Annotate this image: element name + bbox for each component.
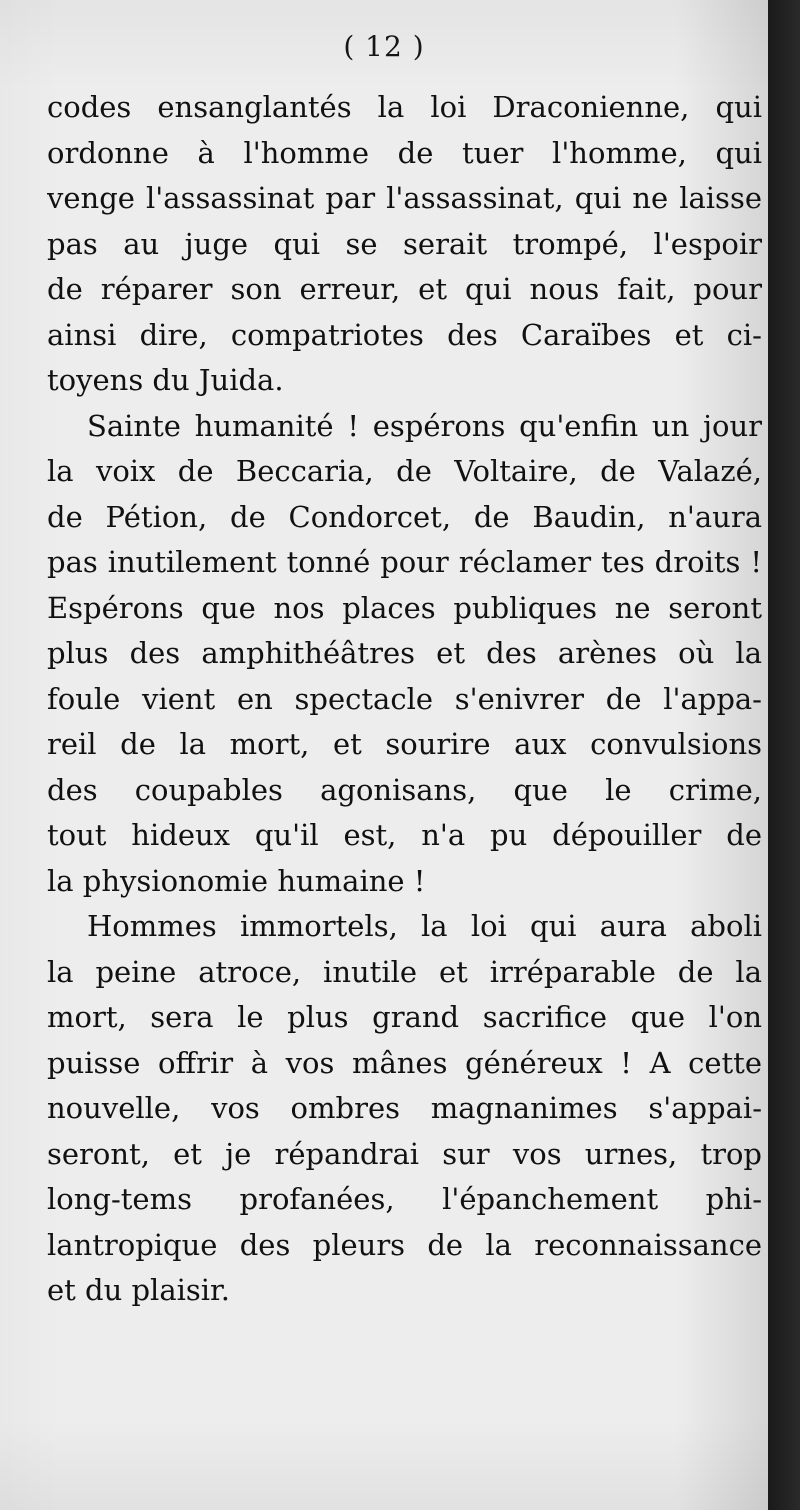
text-line: de Pétion, de Condorcet, de Baudin, n'aura [47, 499, 762, 534]
paragraph-end-line: toyens du Juida. [47, 363, 284, 397]
text-line: ordonne à l'homme de tuer l'homme, qui [47, 135, 762, 170]
body-text [47, 85, 762, 1314]
text-line: tout hideux qu'il est, n'a pu dépouiller de [47, 818, 762, 852]
text-line: plus des amphithéâtres et des arènes où la [47, 636, 762, 670]
text-line: venge l'assassinat par l'assassinat, qui ne laisse [47, 181, 762, 215]
text-line: reil de la mort, et sourire aux convulsions [47, 727, 762, 761]
text-line: la peine atroce, inutile et irréparable de la [47, 954, 762, 989]
text-line: pas au juge qui se serait trompé, l'espoir [47, 226, 762, 261]
page-number: ( 12 ) [343, 30, 425, 63]
paragraph-start-line: Sainte humanité ! espérons qu'enfin un jour [87, 408, 762, 443]
page-edge-shadow [768, 0, 800, 1510]
paragraph-end-line: et du plaisir. [47, 1273, 230, 1307]
text-line: ainsi dire, compatriotes des Caraïbes et ci- [47, 317, 762, 352]
text-line: codes ensanglantés la loi Draconienne, qui [47, 90, 762, 124]
text-line: puisse offrir à vos mânes généreux ! A cette [47, 1045, 762, 1080]
text-line: long-tems profanées, l'épanchement phi- [47, 1182, 762, 1216]
text-line: foule vient en spectacle s'enivrer de l'appa- [47, 681, 762, 716]
text-line: pas inutilement tonné pour réclamer tes droits ! [47, 545, 762, 579]
text-line: de réparer son erreur, et qui nous fait, pour [47, 272, 762, 306]
paragraph-end-line: la physionomie humaine ! [47, 863, 426, 898]
text-line: des coupables agonisans, que le crime, [47, 772, 762, 807]
text-line: mort, sera le plus grand sacrifice que l'on [47, 1000, 762, 1034]
text-line: nouvelle, vos ombres magnanimes s'appai- [47, 1091, 762, 1125]
text-line: seront, et je répandrai sur vos urnes, trop [47, 1136, 762, 1171]
text-line: la voix de Beccaria, de Voltaire, de Valazé, [47, 454, 762, 488]
paragraph-start-line: Hommes immortels, la loi qui aura aboli [87, 909, 762, 943]
text-line: lantropique des pleurs de la reconnaissance [47, 1227, 762, 1262]
text-line: Espérons que nos places publiques ne seront [47, 590, 762, 625]
